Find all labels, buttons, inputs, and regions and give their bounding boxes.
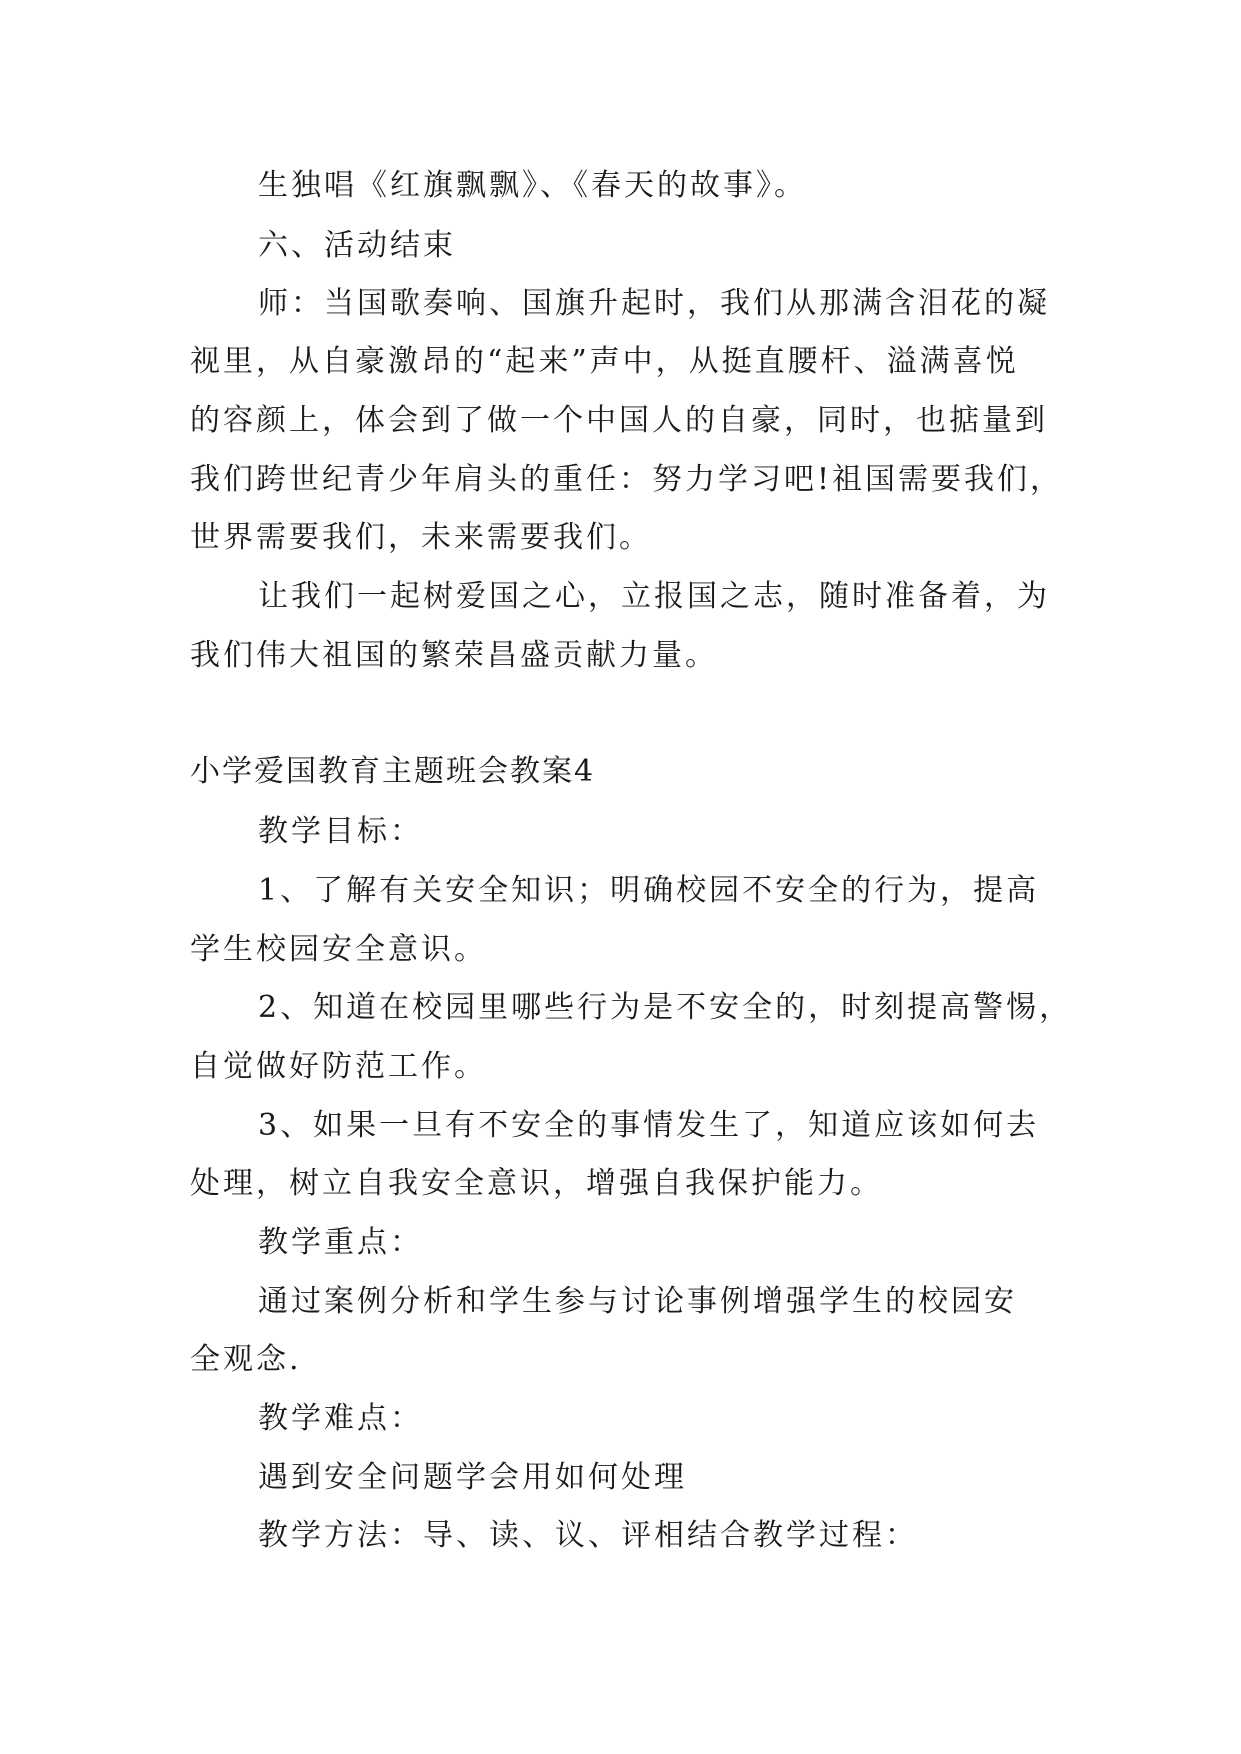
text-line: 处理，树立自我安全意识，增强自我保护能力。 xyxy=(190,1166,883,1201)
text-line: 世界需要我们，未来需要我们。 xyxy=(190,520,652,555)
text-line: 教学方法：导、读、议、评相结合教学过程： xyxy=(258,1518,918,1553)
text-line: 生独唱《红旗飘飘》、《春天的故事》。 xyxy=(258,168,807,203)
section-heading: 教学重点： xyxy=(258,1225,423,1260)
text-line: 让我们一起树爱国之心，立报国之志，随时准备着，为 xyxy=(258,579,1050,614)
text-line: 视里，从自豪激昂的“起来”声中，从挺直腰杆、溢满喜悦 xyxy=(190,344,1019,379)
section-heading: 六、活动结束 xyxy=(258,228,456,263)
text-line: 学生校园安全意识。 xyxy=(190,932,487,967)
section-heading: 教学难点： xyxy=(258,1401,423,1436)
text-line: 1、了解有关安全知识；明确校园不安全的行为，提高 xyxy=(258,873,1040,908)
text-line: 我们跨世纪青少年肩头的重任：努力学习吧!祖国需要我们， xyxy=(190,462,1064,497)
text-line: 全观念. xyxy=(190,1342,302,1377)
text-line: 师：当国歌奏响、国旗升起时，我们从那满含泪花的凝 xyxy=(258,286,1050,321)
text-line: 的容颜上，体会到了做一个中国人的自豪，同时，也掂量到 xyxy=(190,403,1048,438)
text-line: 通过案例分析和学生参与讨论事例增强学生的校园安 xyxy=(258,1284,1017,1319)
section-heading: 教学目标： xyxy=(258,814,423,849)
text-line: 我们伟大祖国的繁荣昌盛贡献力量。 xyxy=(190,638,718,673)
text-line: 3、如果一旦有不安全的事情发生了，知道应该如何去 xyxy=(258,1108,1040,1143)
text-line: 遇到安全问题学会用如何处理 xyxy=(258,1460,687,1495)
document-title: 小学爱国教育主题班会教案4 xyxy=(190,754,596,789)
text-line: 自觉做好防范工作。 xyxy=(190,1049,487,1084)
text-line: 2、知道在校园里哪些行为是不安全的，时刻提高警惕， xyxy=(258,990,1073,1025)
